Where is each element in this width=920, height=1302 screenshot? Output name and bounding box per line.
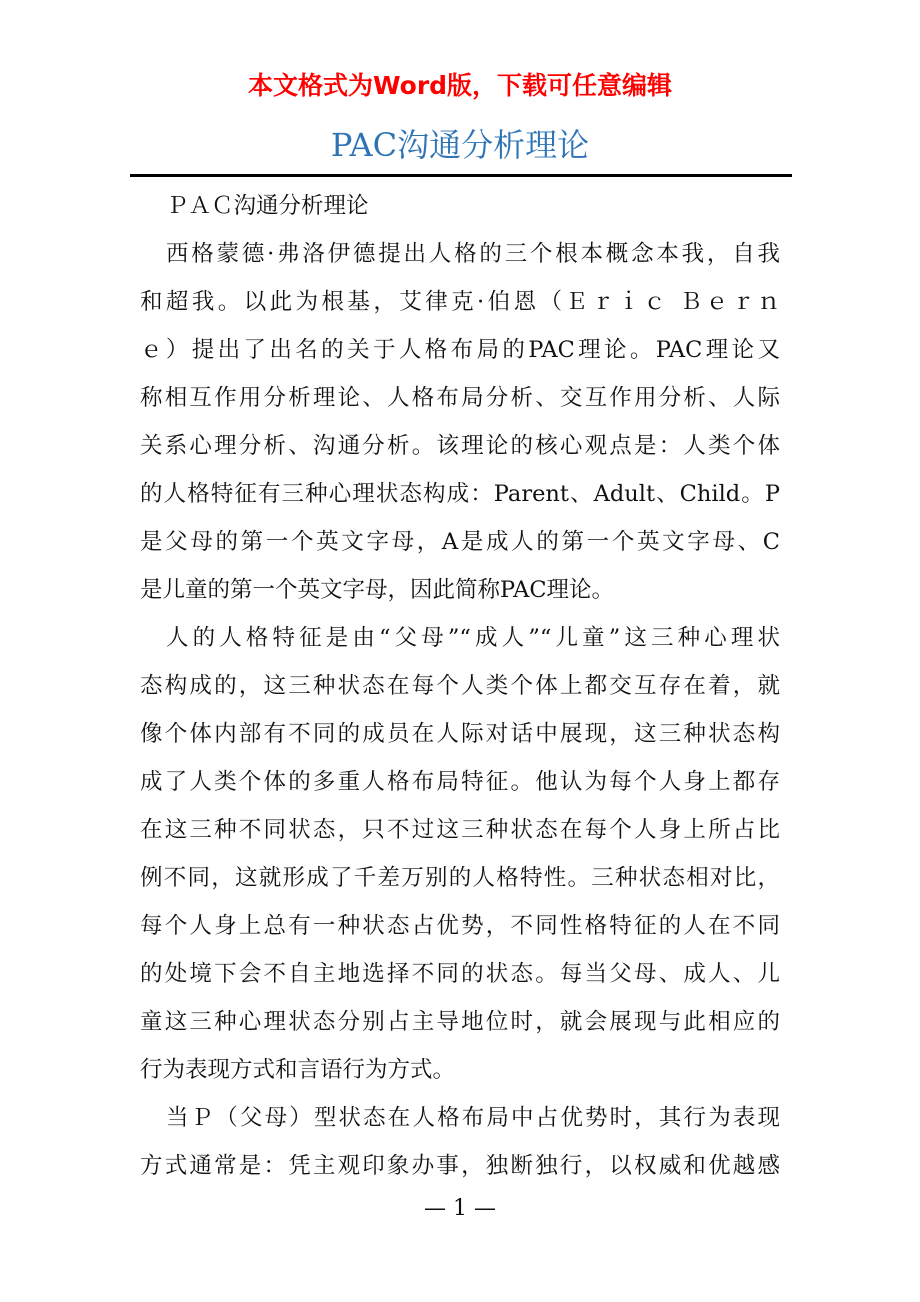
paragraph-line: 成了人类个体的多重人格布局特征。他认为每个人身上都存: [140, 769, 780, 795]
word-format-banner: 本文格式为Word版，下载可任意编辑: [247, 71, 673, 100]
paragraph-line: 是儿童的第一个英文字母，因此简称PAC理论。: [140, 577, 615, 603]
paragraph-line: 童这三种心理状态分别占主导地位时，就会展现与此相应的: [140, 1009, 780, 1035]
paragraph-line: 和超我。以此为根基，艾律克·伯恩（Ｅｒｉｃ Ｂｅｒｎ: [140, 289, 780, 315]
paragraph-line: ＰＡＣ沟通分析理论: [166, 193, 369, 219]
paragraph-line: 的人格特征有三种心理状态构成：Parent、Adult、Child。P: [140, 481, 780, 507]
paragraph-line: 人的人格特征是由“父母”“成人”“儿童”这三种心理状: [166, 625, 780, 651]
header-divider: [130, 174, 792, 177]
paragraph-line: 行为表现方式和言语行为方式。: [140, 1057, 456, 1083]
paragraph-line: 称相互作用分析理论、人格布局分析、交互作用分析、人际: [140, 385, 780, 411]
paragraph-line: 态构成的，这三种状态在每个人类个体上都交互存在着，就: [140, 673, 780, 699]
paragraph-line: 像个体内部有不同的成员在人际对话中展现，这三种状态构: [140, 721, 780, 747]
paragraph-line: 关系心理分析、沟通分析。该理论的核心观点是：人类个体: [140, 433, 780, 459]
paragraph-line: 西格蒙德·弗洛伊德提出人格的三个根本概念本我，自我: [166, 241, 780, 267]
paragraph-line: 例不同，这就形成了千差万别的人格特性。三种状态相对比，: [140, 865, 780, 891]
paragraph-line: 是父母的第一个英文字母，A是成人的第一个英文字母、C: [140, 529, 780, 555]
document-title: PAC沟通分析理论: [330, 126, 590, 164]
paragraph-line: ｅ）提出了出名的关于人格布局的PAC理论。PAC理论又: [140, 337, 780, 363]
paragraph-line: 每个人身上总有一种状态占优势，不同性格特征的人在不同: [140, 913, 780, 939]
paragraph-line: 方式通常是：凭主观印象办事，独断独行，以权威和优越感: [140, 1153, 780, 1179]
paragraph-line: 当Ｐ（父母）型状态在人格布局中占优势时，其行为表现: [166, 1105, 780, 1131]
page-number: — 1 —: [424, 1196, 496, 1221]
paragraph-line: 在这三种不同状态，只不过这三种状态在每个人身上所占比: [140, 817, 780, 843]
paragraph-line: 的处境下会不自主地选择不同的状态。每当父母、成人、儿: [140, 961, 780, 987]
document-body: [140, 182, 780, 1190]
